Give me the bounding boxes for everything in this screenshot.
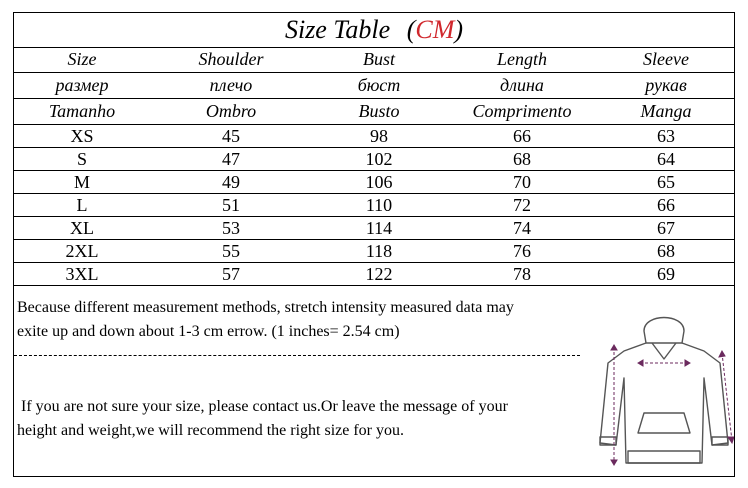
title-paren-close: ) [454, 15, 464, 44]
header-row-english [14, 47, 734, 73]
length-cell: 70 [446, 171, 598, 194]
length-cell: 72 [446, 194, 598, 217]
bust-cell: 106 [312, 171, 446, 194]
header-cell: размер [14, 73, 150, 99]
header-cell: Manga [598, 99, 734, 125]
header-cell: Ombro [150, 99, 312, 125]
size-table [14, 47, 734, 286]
size-cell: M [14, 171, 150, 194]
shoulder-cell: 47 [150, 148, 312, 171]
header-cell: Size [14, 47, 150, 73]
table-row [14, 194, 734, 217]
header-cell: бюст [312, 73, 446, 99]
table-row [14, 125, 734, 148]
hoodie-measurement-icon [594, 303, 734, 473]
shoulder-cell: 45 [150, 125, 312, 148]
contact-note-line: height and weight,we will recommend the right size for you. [17, 422, 405, 439]
table-row [14, 217, 734, 240]
title-unit: CM [415, 15, 455, 44]
title-paren-open: ( [406, 15, 416, 44]
header-row-portuguese [14, 99, 734, 125]
bust-cell: 122 [312, 263, 446, 286]
divider [14, 355, 580, 356]
length-cell: 68 [446, 148, 598, 171]
header-cell: плечо [150, 73, 312, 99]
sleeve-cell: 66 [598, 194, 734, 217]
header-cell: Busto [312, 99, 446, 125]
header-cell: Comprimento [446, 99, 598, 125]
length-cell: 74 [446, 217, 598, 240]
size-cell: XS [14, 125, 150, 148]
bust-cell: 114 [312, 217, 446, 240]
bust-cell: 110 [312, 194, 446, 217]
shoulder-cell: 51 [150, 194, 312, 217]
header-cell: Sleeve [598, 47, 734, 73]
length-cell: 76 [446, 240, 598, 263]
sleeve-cell: 63 [598, 125, 734, 148]
size-table-frame [13, 12, 735, 477]
sleeve-cell: 65 [598, 171, 734, 194]
sleeve-cell: 68 [598, 240, 734, 263]
measurement-note [17, 296, 597, 344]
shoulder-cell: 55 [150, 240, 312, 263]
table-row [14, 148, 734, 171]
size-cell: L [14, 194, 150, 217]
size-table-title [14, 13, 734, 48]
size-cell: 2XL [14, 240, 150, 263]
table-row [14, 171, 734, 194]
sleeve-cell: 69 [598, 263, 734, 286]
sleeve-cell: 67 [598, 217, 734, 240]
bust-cell: 102 [312, 148, 446, 171]
header-cell: Shoulder [150, 47, 312, 73]
title-text: Size Table [284, 15, 391, 44]
shoulder-cell: 53 [150, 217, 312, 240]
header-cell: длина [446, 73, 598, 99]
bust-cell: 118 [312, 240, 446, 263]
shoulder-cell: 57 [150, 263, 312, 286]
header-cell: Length [446, 47, 598, 73]
bust-cell: 98 [312, 125, 446, 148]
size-cell: XL [14, 217, 150, 240]
table-row [14, 263, 734, 286]
contact-note [17, 395, 597, 443]
header-cell: рукав [598, 73, 734, 99]
header-cell: Bust [312, 47, 446, 73]
length-cell: 66 [446, 125, 598, 148]
header-row-russian [14, 73, 734, 99]
shoulder-cell: 49 [150, 171, 312, 194]
measurement-note-line: exite up and down about 1-3 cm errow. (1 inches= 2.54 cm) [17, 323, 400, 340]
size-cell: 3XL [14, 263, 150, 286]
size-cell: S [14, 148, 150, 171]
length-cell: 78 [446, 263, 598, 286]
measurement-note-line: Because different measurement methods, stretch intensity measured data may [17, 299, 514, 316]
header-cell: Tamanho [14, 99, 150, 125]
table-row [14, 240, 734, 263]
sleeve-cell: 64 [598, 148, 734, 171]
contact-note-line: If you are not sure your size, please contact us.Or leave the message of your [17, 398, 508, 415]
